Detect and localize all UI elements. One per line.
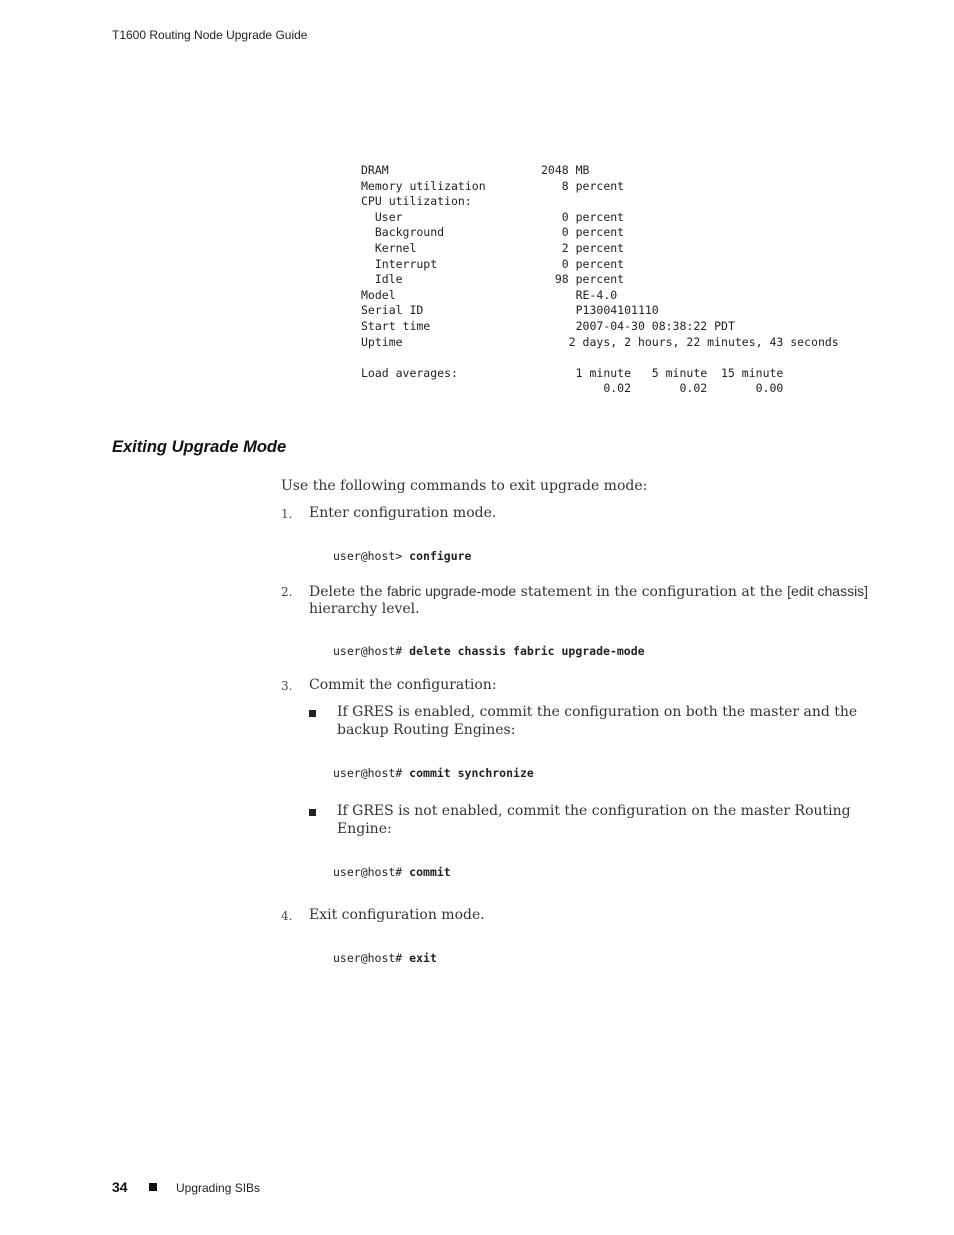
cli-output-line: Load averages: 1 minute 5 minute 15 minute [361,365,784,380]
cli-output-line: Memory utilization 8 percent [361,178,625,193]
cli-prompt: user@host> [333,549,410,563]
cli-command: commit synchronize [409,766,534,780]
step-text: Commit the configuration: [309,677,497,693]
cli-output-line: Uptime 2 days, 2 hours, 22 minutes, 43 seconds [361,334,839,349]
cli-output-line: Serial ID P13004101110 [361,303,659,318]
cli-output-line: Kernel 2 percent [361,240,625,255]
config-term: fabric upgrade-mode [387,583,517,599]
bullet-square [309,809,316,816]
cli-output-line: DRAM 2048 MB [361,163,590,177]
step-text-part: statement in the configuration at the [516,584,788,600]
code-example [333,951,437,965]
cli-output-line: 0.02 0.02 0.00 [361,381,784,396]
code-example [333,766,534,780]
step-number: 1. [281,507,293,521]
cli-output-block [361,163,839,397]
cli-output-line: CPU utilization: [361,194,472,209]
step-text-part: Delete the [309,584,388,600]
cli-command: delete chassis fabric upgrade-mode [409,644,645,658]
cli-prompt: user@host# [333,951,410,965]
bullet-text: If GRES is not enabled, commit the configuration on the master Routing [337,803,851,819]
step-text-continuation: hierarchy level. [309,601,420,617]
bullet-text-continuation: backup Routing Engines: [337,722,516,738]
cli-output-line: Start time 2007-04-30 08:38:22 PDT [361,318,735,333]
bullet-text-continuation: Engine: [337,821,392,837]
code-example [333,644,645,658]
intro-paragraph: Use the following commands to exit upgrade mode: [281,478,648,494]
cli-prompt: user@host# [333,865,410,879]
bullet-text: If GRES is enabled, commit the configuration on both the master and the [337,704,858,720]
cli-output-line: User 0 percent [361,209,625,224]
cli-output-line: Background 0 percent [361,225,625,240]
section-title: Exiting Upgrade Mode [112,438,287,456]
step-number: 4. [281,909,293,923]
footer-separator-square [149,1183,157,1191]
step-text [309,582,869,601]
cli-command: configure [409,549,472,563]
step-number: 2. [281,585,293,599]
step-number: 3. [281,679,293,693]
step-text: Exit configuration mode. [309,907,485,923]
code-example [333,865,451,879]
code-example [333,549,471,563]
cli-output-line: Idle 98 percent [361,272,625,287]
cli-prompt: user@host# [333,644,410,658]
cli-command: exit [409,951,437,965]
footer-section-name: Upgrading SIBs [176,1181,261,1195]
bullet-square [309,710,316,717]
step-text: Enter configuration mode. [309,505,497,521]
cli-prompt: user@host# [333,766,410,780]
page-number: 34 [112,1179,128,1195]
cli-command: commit [409,865,451,879]
cli-output-line: Model RE-4.0 [361,287,618,302]
config-term: [edit chassis] [787,583,869,599]
cli-output-line: Interrupt 0 percent [361,256,625,271]
running-header: T1600 Routing Node Upgrade Guide [112,28,308,42]
